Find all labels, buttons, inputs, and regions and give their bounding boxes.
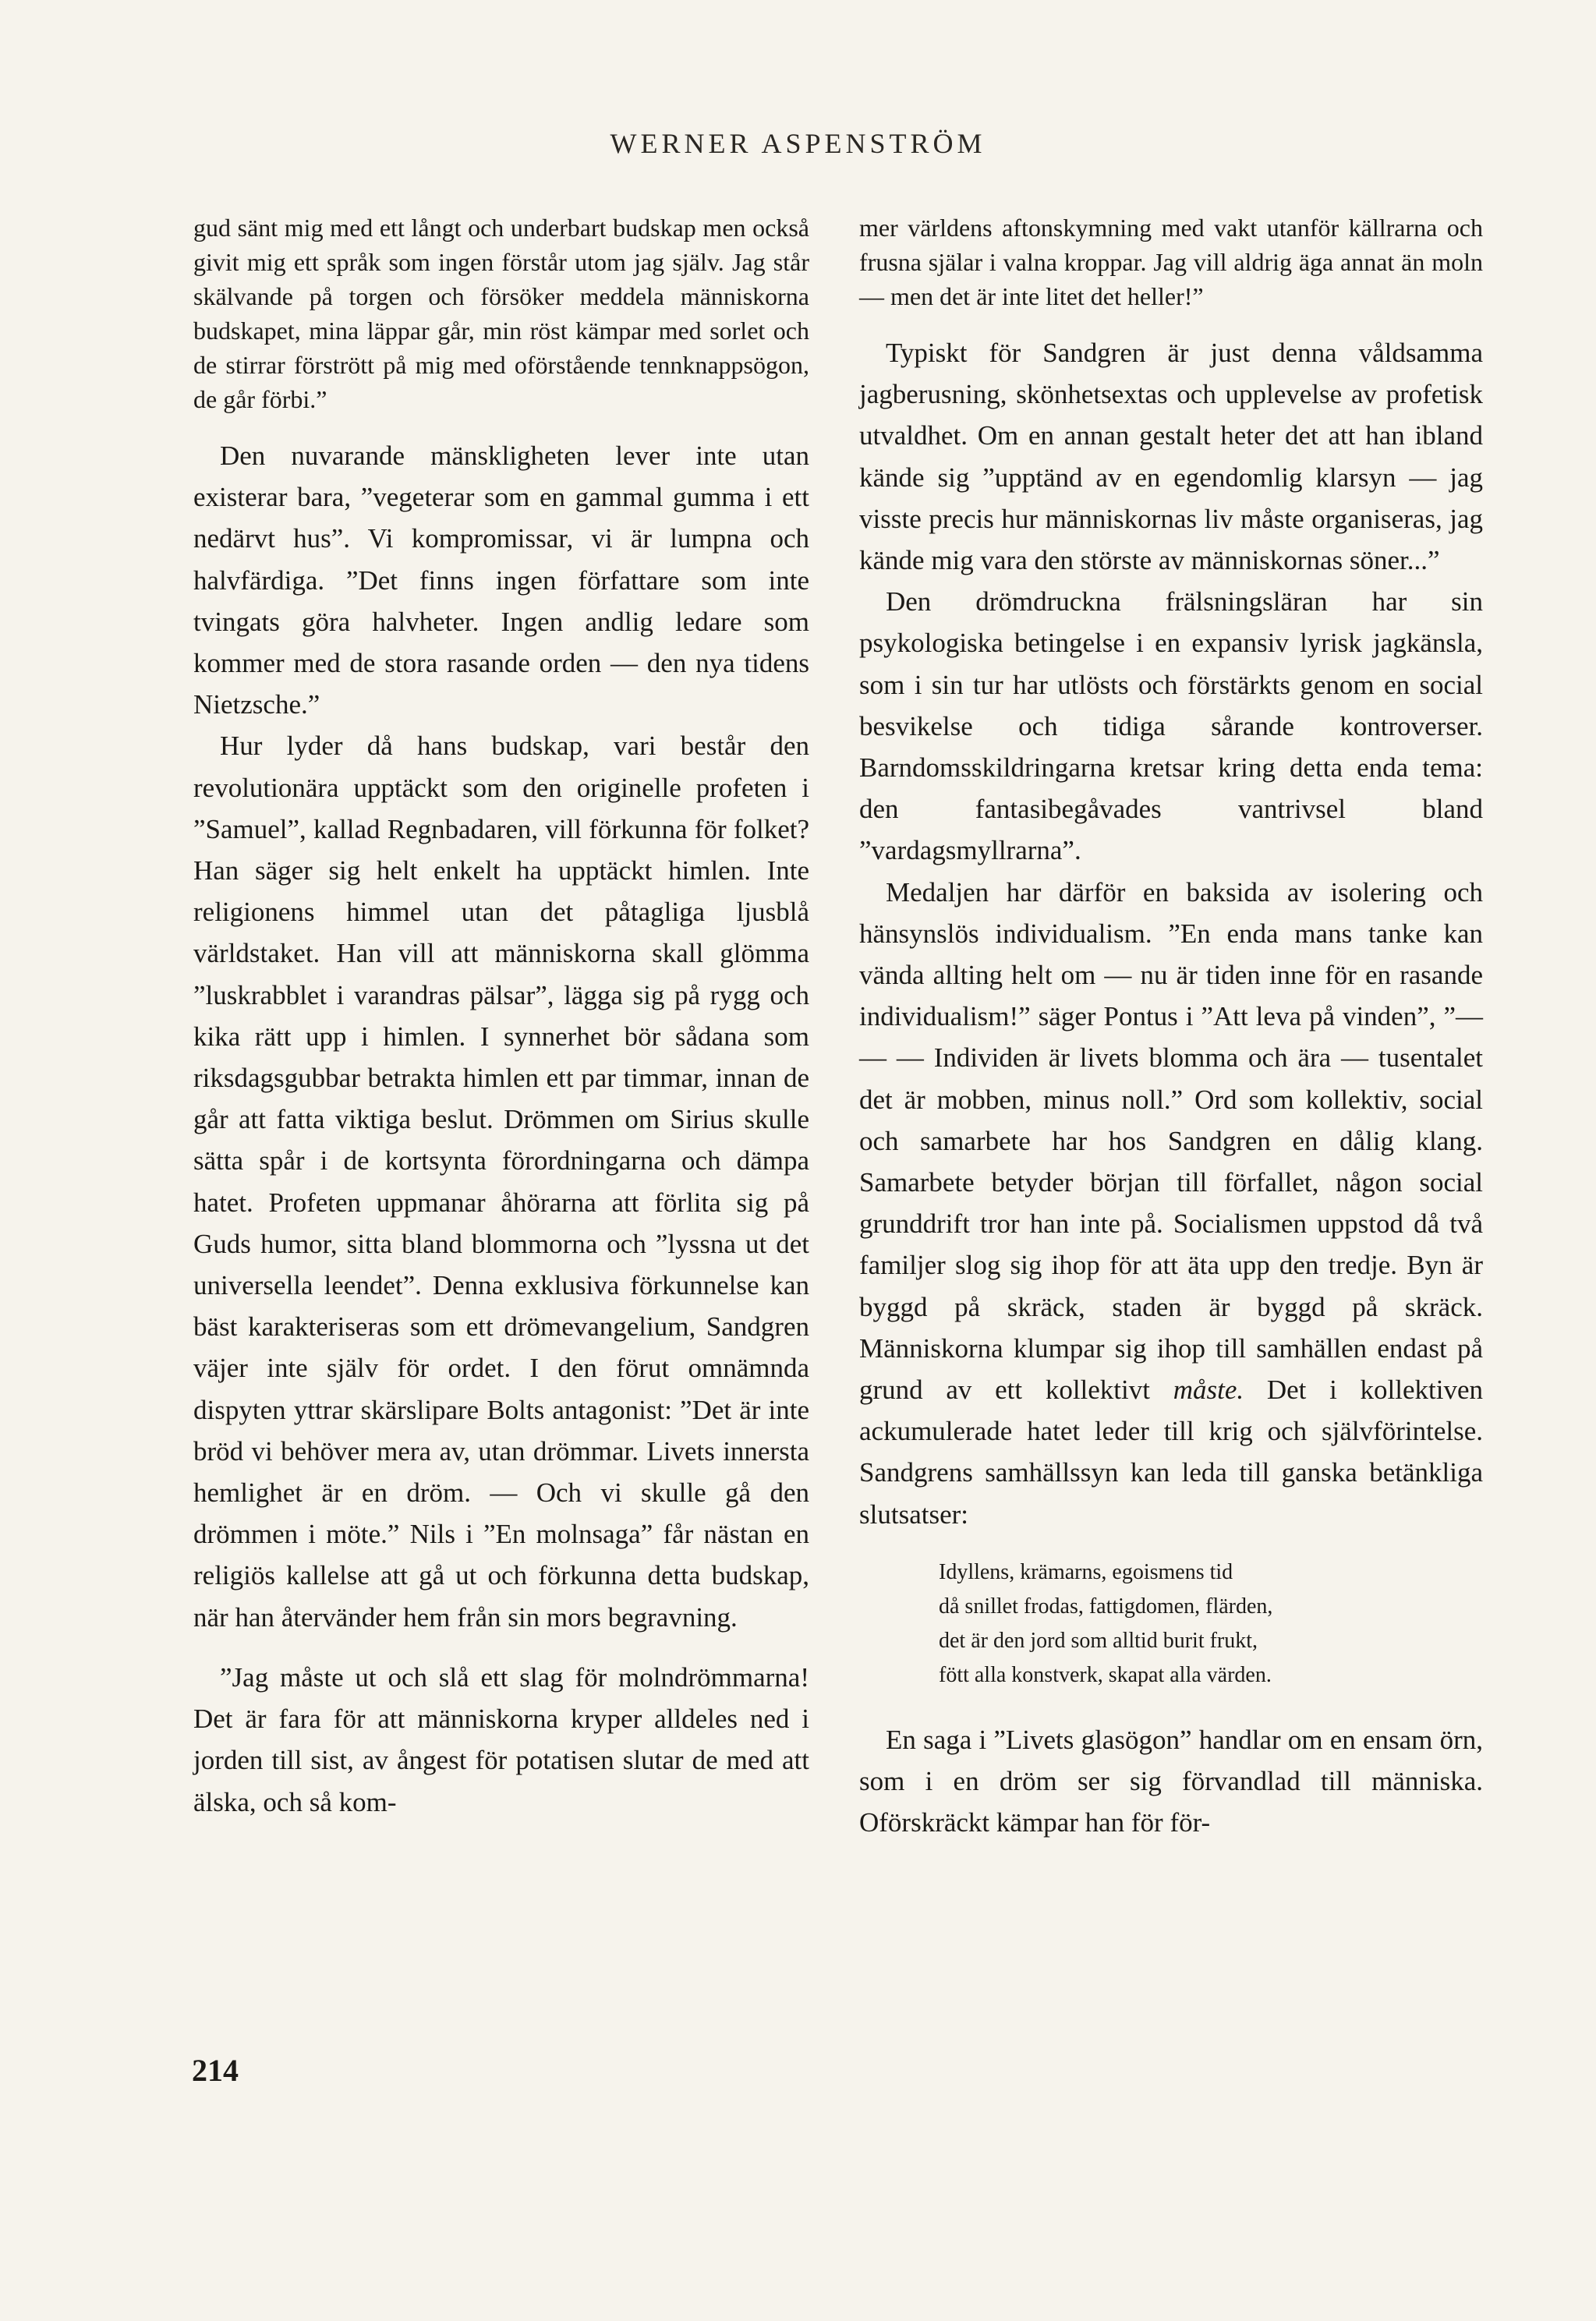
page-number: 214	[192, 2053, 239, 2088]
paragraph: En saga i ”Livets glasögon” handlar om en ensam örn, som i en dröm ser sig förvandlad till människa. Oförskräckt kämpar han för för-	[859, 1724, 1483, 1838]
paragraph: Den drömdruckna frälsningsläran har sin psykologiska betingelse i en expansiv lyrisk jagkänsla, som i sin tur har utlösts och förstärkts genom en social besvikelse och tidiga sårande kontroverser. Barndomsskildringarna kretsar kring detta enda tema: den fantasibegåvades vantrivsel bland ”vardagsmyllrarna”.	[859, 586, 1483, 866]
paragraph	[859, 872, 1483, 1535]
paragraph-text: Medaljen har därför en baksida av isolering och hänsynslös individualism. ”En enda mans tanke kan vända allting helt om — nu är tiden inne för en rasande individualism!” säger Pontus i ”Att leva på vinden”, ”— — — Individen är livets blomma och ära — tusentalet det är mobben, minus noll.” Ord som kollektiv, social och samarbete har hos Sandgren en dålig klang. Samarbete betyder början till förfallet, någon social grunddrift tror han inte på. Socialismen uppstod då två familjer slog sig ihop för att äta upp den tredje. Byn är byggd på skräck, staden är byggd på skräck. Människorna klumpar sig ihop till samhällen endast på grund av ett kollektivt	[859, 876, 1483, 1406]
poem-line: det är den jord som alltid burit frukt,	[939, 1628, 1258, 1653]
poem-quote	[939, 1555, 1483, 1693]
poem-line: då snillet frodas, fattigdomen, flärden,	[939, 1594, 1273, 1619]
poem-line: fött alla konstverk, skapat alla värden.	[939, 1662, 1272, 1687]
left-column	[193, 211, 809, 1823]
paragraph-quote-continuation: mer världens aftonskymning med vakt utanför källrarna och frusna själar i valna kroppar. Jag vill aldrig äga annat än moln — men det är inte litet det heller!”	[859, 214, 1483, 310]
poem-line: Idyllens, krämarns, egoismens tid	[939, 1559, 1233, 1584]
running-title: WERNER ASPENSTRÖM	[610, 128, 986, 159]
emphasis-text: måste.	[1173, 1375, 1244, 1406]
paragraph: Hur lyder då hans budskap, vari består den revolutionära upptäckt som den originelle profeten i ”Samuel”, kallad Regnbadaren, vill förkunna för folket? Han säger sig helt enkelt ha upptäckt himlen. Inte religionens himmel utan det påtagliga ljusblå världstaket. Han vill att människorna skall glömma ”luskrabblet i varandras pälsar”, lägga sig på rygg och kika rätt upp i himlen. I synnerhet bör sådana som riksdagsgubbar betrakta himlen ett par timmar, innan de går att fatta viktiga beslut. Drömmen om Sirius skulle sätta spår i de kortsynta förordningarna och dämpa hatet. Profeten uppmanar åhörarna att förlita sig på Guds humor, sitta bland blommorna och ”lyssna ut det universella leendet”. Denna exklusiva förkunnelse kan bäst karakteriseras som ett drömevangelium, Sandgren väjer inte själv för ordet. I den förut omnämnda dispyten yttrar skärslipare Bolts antagonist: ”Det är inte bröd vi behöver mera av, utan drömmar. Livets innersta hemlighet är en dröm. — Och vi skulle gå den drömmen i möte.” Nils i ”En molnsaga” får nästan en religiös kallelse att gå ut och förkunna detta budskap, när han återvänder hem från sin mors begravning.	[193, 731, 809, 1633]
right-column	[859, 211, 1483, 1844]
paragraph-text: Det i kollektiven ackumulerade hatet leder till krig och självförintelse. Sandgrens samhällssyn kan leda till ganska betänkliga slutsatser:	[859, 1375, 1483, 1530]
paragraph: Den nuvarande mänskligheten lever inte utan existerar bara, ”vegeterar som en gammal gumma i ett nedärvt hus”. Vi kompromissar, vi är lumpna och halvfärdiga. ”Det finns ingen författare som inte tvingats göra halvheter. Ingen andlig ledare som kommer med de stora rasande orden — den nya tidens Nietzsche.”	[193, 440, 809, 720]
paragraph-quote-continuation: gud sänt mig med ett långt och underbart budskap men också givit mig ett språk som ingen förstår utom jag själv. Jag står skälvande på torgen och försöker meddela människorna budskapet, mina läppar går, min röst kämpar med sorlet och de stirrar förstrött på mig med oförstående tennknappsögon, de går förbi.”	[193, 214, 809, 413]
paragraph-quote: ”Jag måste ut och slå ett slag för molndrömmarna! Det är fara för att människorna kryper alldeles ned i jorden till sist, av ångest för potatisen slutar de med att älska, och så kom-	[193, 1661, 809, 1817]
paragraph: Typiskt för Sandgren är just denna våldsamma jagberusning, skönhetsextas och upplevelse av profetisk utvaldhet. Om en annan gestalt heter det att han ibland kände sig ”upptänd av en egendomlig klarsyn — jag visste precis hur människornas liv måste organiseras, jag kände mig vara den störste av människornas söner...”	[859, 338, 1483, 576]
